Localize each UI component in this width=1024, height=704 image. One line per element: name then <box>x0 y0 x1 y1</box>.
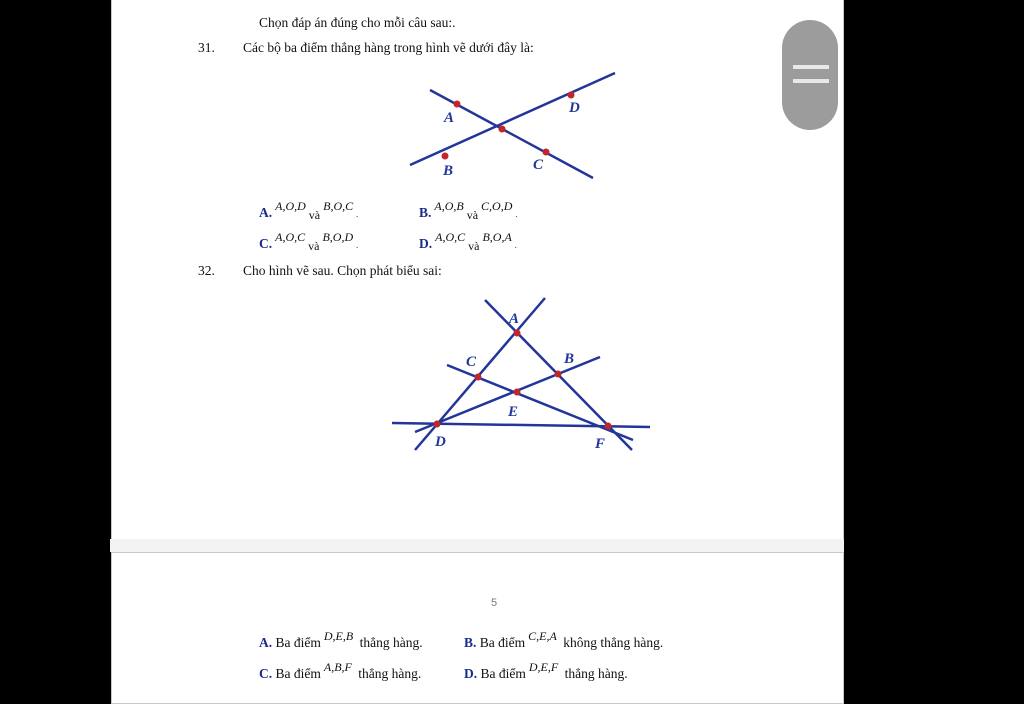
fig32-label-E: E <box>508 404 519 420</box>
line-BD <box>410 73 615 165</box>
figure-q32 <box>392 298 650 450</box>
point-D <box>568 92 575 99</box>
point-B <box>555 371 562 378</box>
option-post: thẳng hàng. <box>359 635 423 650</box>
option-label: D. <box>419 236 433 251</box>
option-end: . <box>356 210 359 219</box>
scroll-drag-handle[interactable] <box>782 20 838 130</box>
point-O <box>499 126 506 133</box>
point-D <box>434 421 441 428</box>
option-end: . <box>514 241 517 250</box>
fig31-label-A: A <box>444 110 455 126</box>
option-math-2: C,O,D <box>481 199 513 213</box>
option-label: C. <box>259 666 273 681</box>
option-pre: Ba điểm <box>479 635 526 650</box>
option-math: C,E,A <box>528 629 557 643</box>
option-end: . <box>515 210 518 219</box>
option-math: A,B,F <box>323 660 352 674</box>
point-C <box>475 374 482 381</box>
point-B <box>442 153 449 160</box>
line-AD <box>415 298 545 450</box>
point-A <box>454 101 461 108</box>
fig31-label-C: C <box>533 157 544 173</box>
option-math-1: A,O,D <box>275 199 306 213</box>
fig32-label-F: F <box>595 436 606 452</box>
fig32-label-B: B <box>564 351 575 367</box>
fig32-label-D: D <box>435 434 446 450</box>
q31-text: Các bộ ba điểm thẳng hàng trong hình vẽ dưới đây là: <box>243 40 534 55</box>
option-end: . <box>356 241 359 250</box>
option-math: D,E,F <box>528 660 559 674</box>
page-number: 5 <box>491 597 498 609</box>
q31-number: 31. <box>198 40 215 55</box>
option-post: thẳng hàng. <box>564 666 628 681</box>
q32-option-b[interactable] <box>464 629 664 651</box>
option-label: A. <box>259 635 273 650</box>
q32-option-a[interactable] <box>259 629 423 651</box>
option-math-1: A,O,C <box>435 230 466 244</box>
q32-option-d[interactable] <box>464 660 628 682</box>
option-math-2: B,O,D <box>322 230 354 244</box>
q31-option-a[interactable] <box>259 199 359 222</box>
option-label: B. <box>464 635 477 650</box>
point-F <box>605 423 612 430</box>
q32-option-c[interactable] <box>259 660 422 682</box>
line-DB <box>415 357 600 432</box>
option-label: A. <box>259 205 273 220</box>
figure-q31 <box>410 73 615 178</box>
option-pre: Ba điểm <box>480 666 526 681</box>
point-E <box>514 389 521 396</box>
option-label: B. <box>419 205 432 220</box>
point-A <box>514 330 521 337</box>
fig31-label-D: D <box>569 100 580 116</box>
q32-number: 32. <box>198 263 215 278</box>
option-math-1: A,O,C <box>275 230 306 244</box>
fig31-label-B: B <box>443 163 454 179</box>
option-label: C. <box>259 236 273 251</box>
q31-option-b[interactable] <box>419 199 518 222</box>
option-joiner: và <box>308 208 321 222</box>
instruction: Chọn đáp án đúng cho mỗi câu sau:. <box>259 15 456 30</box>
q31-option-c[interactable] <box>259 230 359 253</box>
option-math-2: B,O,C <box>323 199 354 213</box>
point-C <box>543 149 550 156</box>
option-joiner: và <box>466 208 479 222</box>
option-post: không thẳng hàng. <box>563 635 664 650</box>
option-post: thẳng hàng. <box>358 666 422 681</box>
option-pre: Ba điểm <box>275 635 321 650</box>
fig32-label-A: A <box>509 311 520 327</box>
q32-text: Cho hình vẽ sau. Chọn phát biểu sai: <box>243 263 442 278</box>
option-joiner: và <box>308 239 320 253</box>
fig32-label-C: C <box>466 354 477 370</box>
option-label: D. <box>464 666 478 681</box>
option-math-2: B,O,A <box>482 230 512 244</box>
q31-option-d[interactable] <box>419 230 517 253</box>
option-joiner: và <box>468 239 480 253</box>
option-math: D,E,B <box>323 629 354 643</box>
option-pre: Ba điểm <box>275 666 321 681</box>
option-math-1: A,O,B <box>434 199 464 213</box>
